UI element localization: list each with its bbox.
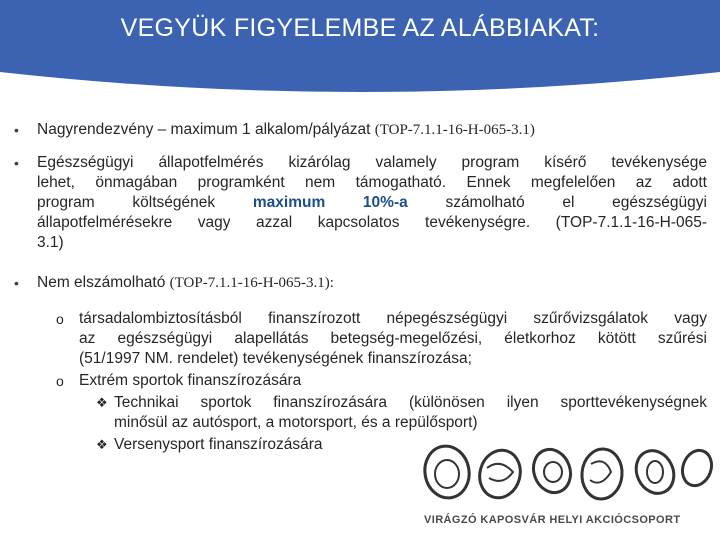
line-text: számolható el egészségügyi: [407, 194, 707, 211]
paragraph-line: minősül az autósport, a motorsport, és a repülősport): [114, 414, 478, 431]
bullet-egeszsegugyi: [37, 153, 707, 253]
circle-bullet-icon: o: [56, 373, 64, 389]
title-banner: [0, 0, 720, 100]
diamond-bullet-icon: ❖: [96, 437, 108, 452]
diamond-item-technikai-sportok: [114, 393, 707, 433]
stone-circles-logo: [415, 438, 715, 513]
diamond-bullet-icon: ❖: [96, 395, 108, 410]
paragraph-line: [37, 193, 707, 213]
paragraph-line: 3.1): [37, 234, 64, 251]
bullet-icon: •: [14, 155, 19, 171]
paragraph-line: lehet, önmagában programként nem támogatható. Ennek megfelelően az adott: [37, 174, 707, 191]
paragraph-line: az egészségügyi alapellátás betegség-megelőzési, életkorhoz kötött szűrési: [79, 330, 707, 347]
diamond-item-versenysport: Versenysport finanszírozására: [114, 436, 323, 453]
sub-item-extrem-sportok: Extrém sportok finanszírozására: [79, 372, 302, 389]
circle-bullet-icon: o: [56, 311, 64, 327]
reference-code: (TOP-7.1.1-16-H-065-3.1): [374, 122, 535, 138]
sub-item-tarsadalombiztositas: [79, 309, 707, 369]
slide-title: VEGYÜK FIGYELEMBE AZ ALÁBBIAKAT:: [120, 14, 600, 42]
logo-graphic: [415, 438, 715, 508]
bullet-nem-elszamolhato: [37, 273, 334, 293]
reference-code: (TOP-7.1.1-16-H-065-3.1):: [169, 275, 334, 291]
bullet-icon: •: [14, 275, 19, 291]
bullet-text: Nem elszámolható: [37, 274, 170, 291]
paragraph-line: Technikai sportok finanszírozására (különösen ilyen sporttevékenységnek: [114, 394, 707, 411]
bullet-nagyrendezveny: [37, 120, 707, 140]
bullet-text: Nagyrendezvény – maximum 1 alkalom/pályázat: [37, 121, 375, 138]
organization-name: VIRÁGZÓ KAPOSVÁR HELYI AKCIÓCSOPORT: [424, 514, 681, 526]
paragraph-line: Egészségügyi állapotfelmérés kizárólag valamely program kísérő tevékenysége: [37, 154, 707, 171]
paragraph-line: állapotfelmérésekre vagy azzal kapcsolatos tevékenységre. (TOP-7.1.1-16-H-065-: [37, 214, 707, 231]
bullet-icon: •: [14, 122, 19, 138]
highlight-maximum: maximum 10%-a: [252, 194, 408, 211]
paragraph-line: (51/1997 NM. rendelet) tevékenységének finanszírozása;: [79, 350, 472, 367]
paragraph-line: társadalombiztosításból finanszírozott népegészségügyi szűrővizsgálatok vagy: [79, 310, 707, 327]
line-text: program költségének: [37, 194, 253, 211]
